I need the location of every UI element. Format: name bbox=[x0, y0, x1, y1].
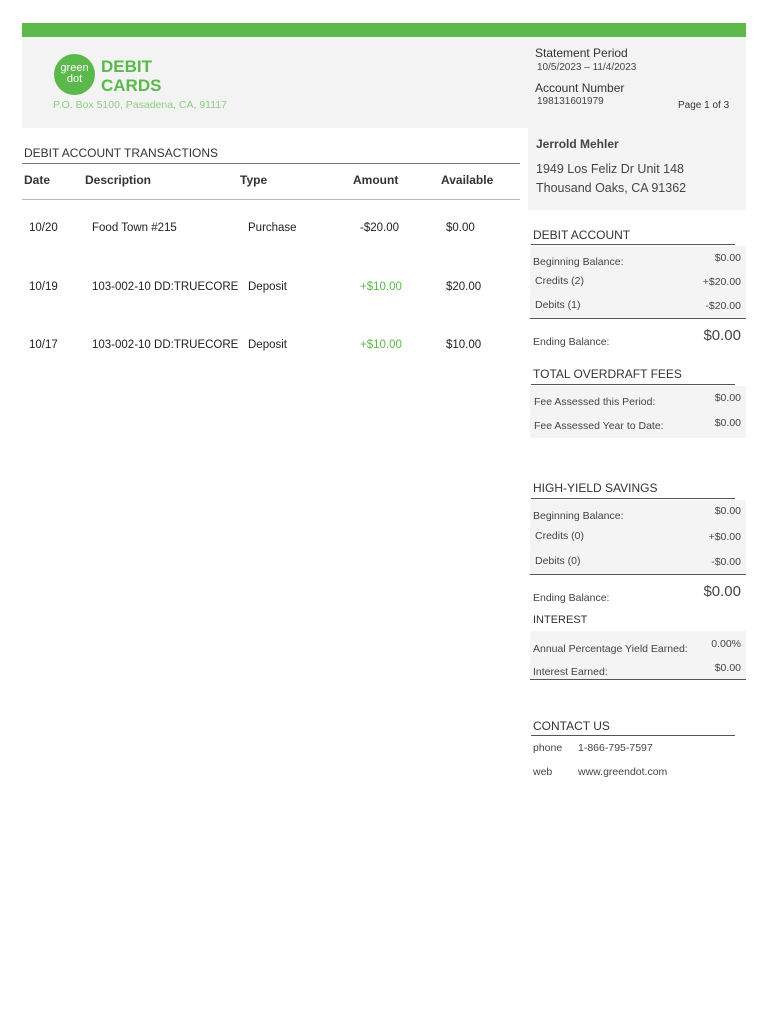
row-date: 10/17 bbox=[29, 339, 58, 351]
customer-name: Jerrold Mehler bbox=[536, 137, 619, 151]
web-link[interactable]: www.greendot.com bbox=[578, 766, 668, 778]
contact-title: CONTACT US bbox=[533, 719, 610, 733]
savings-ending-label: Ending Balance: bbox=[533, 592, 610, 604]
savings-debits-label: Debits (0) bbox=[535, 555, 581, 567]
savings-credits-value: +$0.00 bbox=[708, 531, 741, 543]
col-type: Type bbox=[240, 173, 268, 187]
fee-ytd-label: Fee Assessed Year to Date: bbox=[534, 420, 664, 432]
top-accent-bar bbox=[22, 23, 746, 37]
overdraft-rule bbox=[531, 384, 735, 385]
savings-rule bbox=[531, 498, 735, 499]
interest-bottom-rule bbox=[530, 679, 746, 680]
savings-credits-label: Credits (0) bbox=[535, 530, 585, 542]
interest-earned-label: Interest Earned: bbox=[533, 666, 608, 678]
row-date: 10/20 bbox=[29, 222, 58, 234]
debit-total-rule bbox=[530, 318, 746, 319]
row-amount: +$10.00 bbox=[360, 281, 402, 293]
apy-value: 0.00% bbox=[711, 638, 741, 650]
debit-beginning-value: $0.00 bbox=[714, 252, 741, 264]
debit-credits-value: +$20.00 bbox=[702, 276, 741, 288]
savings-debits-value: -$0.00 bbox=[711, 556, 741, 568]
row-available: $20.00 bbox=[446, 281, 482, 293]
transactions-title-rule bbox=[22, 163, 520, 164]
row-description: Food Town #215 bbox=[92, 222, 177, 234]
debit-credits-label: Credits (2) bbox=[535, 275, 585, 287]
savings-title: HIGH-YIELD SAVINGS bbox=[533, 481, 658, 495]
debit-debits-value: -$20.00 bbox=[705, 300, 741, 312]
statement-period-label: Statement Period bbox=[535, 46, 628, 60]
row-available: $10.00 bbox=[446, 339, 482, 351]
col-available: Available bbox=[441, 173, 494, 187]
logo-line-2: dot bbox=[66, 73, 83, 85]
account-number-value: 198131601979 bbox=[537, 96, 604, 107]
debit-account-title: DEBIT ACCOUNT bbox=[533, 228, 631, 242]
apy-label: Annual Percentage Yield Earned: bbox=[533, 643, 688, 655]
fee-period-label: Fee Assessed this Period: bbox=[534, 396, 656, 408]
savings-beginning-label: Beginning Balance: bbox=[533, 510, 624, 522]
interest-earned-value: $0.00 bbox=[714, 662, 741, 674]
debit-account-rule bbox=[531, 244, 735, 245]
green-dot-logo bbox=[54, 54, 95, 95]
brand-line-1: DEBIT bbox=[101, 57, 152, 76]
col-date: Date bbox=[24, 173, 51, 187]
company-address: P.O. Box 5100, Pasadena, CA, 91117 bbox=[53, 99, 227, 111]
account-number-label: Account Number bbox=[535, 81, 625, 95]
brand-line-2: CARDS bbox=[101, 76, 162, 95]
interest-title: INTEREST bbox=[533, 614, 588, 626]
debit-debits-label: Debits (1) bbox=[535, 299, 581, 311]
row-type: Deposit bbox=[248, 281, 287, 293]
row-description: 103-002-10 DD:TRUECORE bbox=[92, 281, 239, 293]
customer-address-line-1: 1949 Los Feliz Dr Unit 148 bbox=[536, 162, 684, 176]
transactions-header-rule bbox=[22, 199, 520, 200]
row-amount: +$10.00 bbox=[360, 339, 402, 351]
statement-period-value: 10/5/2023 – 11/4/2023 bbox=[537, 62, 637, 73]
brand-name bbox=[101, 57, 161, 95]
row-description: 103-002-10 DD:TRUECORE bbox=[92, 339, 239, 351]
fee-period-value: $0.00 bbox=[714, 392, 741, 404]
overdraft-title: TOTAL OVERDRAFT FEES bbox=[533, 367, 682, 381]
debit-ending-label: Ending Balance: bbox=[533, 336, 610, 348]
fee-ytd-value: $0.00 bbox=[714, 417, 741, 429]
savings-beginning-value: $0.00 bbox=[714, 505, 741, 517]
contact-rule bbox=[531, 735, 735, 736]
debit-ending-value: $0.00 bbox=[703, 327, 741, 344]
page-indicator: Page 1 of 3 bbox=[678, 100, 730, 111]
logo-line-1: green bbox=[60, 62, 89, 74]
col-description: Description bbox=[85, 173, 152, 187]
phone-link[interactable]: 1-866-795-7597 bbox=[578, 742, 653, 754]
col-amount: Amount bbox=[353, 173, 399, 187]
row-available: $0.00 bbox=[446, 222, 475, 234]
row-date: 10/19 bbox=[29, 281, 58, 293]
phone-label: phone bbox=[533, 742, 563, 754]
row-amount: -$20.00 bbox=[360, 222, 400, 234]
debit-beginning-label: Beginning Balance: bbox=[533, 256, 624, 268]
web-label: web bbox=[533, 766, 553, 778]
savings-ending-value: $0.00 bbox=[703, 583, 741, 600]
row-type: Purchase bbox=[248, 222, 297, 234]
transactions-title: DEBIT ACCOUNT TRANSACTIONS bbox=[24, 146, 219, 160]
row-type: Deposit bbox=[248, 339, 287, 351]
savings-total-rule bbox=[530, 574, 746, 575]
customer-address-line-2: Thousand Oaks, CA 91362 bbox=[536, 181, 687, 195]
